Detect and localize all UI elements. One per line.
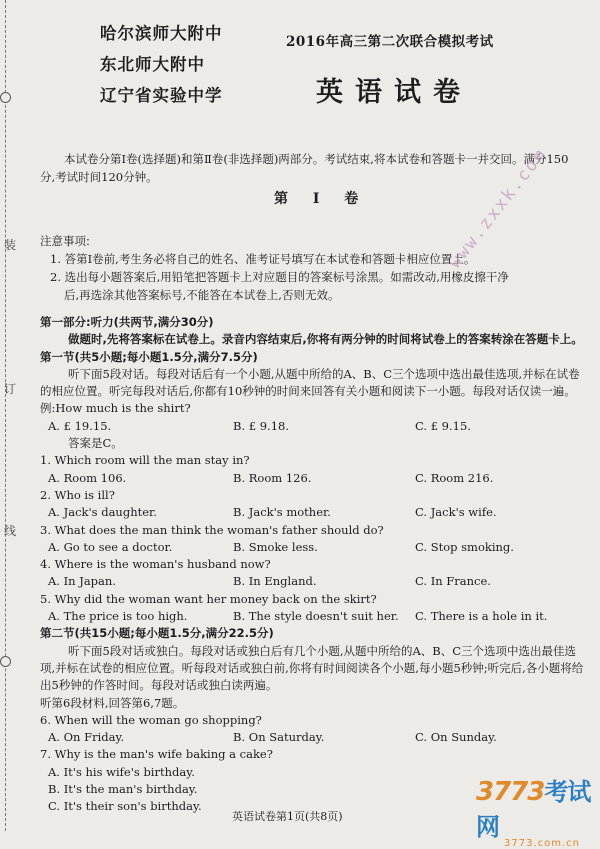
- notice-item: 2. 选出每小题答案后,用铅笔把答题卡上对应题目的答案标号涂黑。如需改动,用橡皮擦干净: [50, 270, 509, 284]
- question-options: [40, 470, 585, 487]
- example-options: [40, 418, 585, 435]
- option-c: C. Room 216.: [415, 470, 494, 485]
- section2-instruction: 听下面5段对话或独白。每段对话或独白后有几个小题,从题中所给的A、B、C三个选项中选出最佳选项,并标在试卷的相应位置。听每段对话或独白前,你将有时间阅读各个小题,每小题5秒钟;听完后,各小题将给出5秒钟的作答时间。每段对话或独白读两遍。: [40, 643, 584, 693]
- option-b: B. On Saturday.: [233, 730, 325, 745]
- exam-body: [40, 314, 585, 816]
- option-c: C. There is a hole in it.: [415, 609, 548, 624]
- section2-title: 第二节(共15小题;每小题1.5分,满分22.5分): [40, 626, 274, 641]
- question: 2. Who is ill?: [40, 487, 115, 502]
- question-options: [40, 539, 585, 556]
- option-b: B. Jack's mother.: [233, 505, 331, 520]
- page-footer: 英语试卷第1页(共8页): [232, 810, 343, 823]
- intro-paragraph: 本试卷分第Ⅰ卷(选择题)和第Ⅱ卷(非选择题)两部分。考试结束,将本试卷和答题卡一并交回。满分150分,考试时间120分钟。: [40, 152, 569, 184]
- exam-title: 2016年高三第二次联合模拟考试: [286, 34, 494, 50]
- site-logo: [476, 772, 600, 849]
- binding-mark-ding: 订: [4, 382, 17, 396]
- option-a: A. Go to see a doctor.: [48, 539, 173, 554]
- binding-mark-xian: 线: [4, 524, 17, 538]
- part1-instruction: 做题时,先将答案标在试卷上。录音内容结束后,你将有两分钟的时间将试卷上的答案转涂在答题卡上。: [68, 332, 583, 347]
- option-a: A. Jack's daughter.: [48, 505, 157, 520]
- watermark: www.zxxk.com: [445, 144, 552, 273]
- question: 3. What does the man think the woman's father should do?: [40, 522, 384, 537]
- logo-url: 3773.com.cn: [504, 838, 580, 849]
- school-name: 哈尔滨师大附中: [100, 24, 223, 43]
- option-a: A. £ 19.15.: [48, 418, 112, 433]
- notice-item-continued: 后,再选涂其他答案标号,不能答在本试卷上,否则无效。: [64, 288, 340, 302]
- option-a: A. On Friday.: [48, 730, 125, 745]
- part1-title: 第一部分:听力(共两节,满分30分): [40, 315, 214, 329]
- notice-item: 1. 答第Ⅰ卷前,考生务必将自己的姓名、准考证号填写在本试卷和答题卡相应位置上。: [50, 252, 476, 266]
- option-c: C. £ 9.15.: [415, 418, 471, 433]
- option-b: B. £ 9.18.: [233, 418, 289, 433]
- option-a: A. Room 106.: [48, 470, 127, 485]
- question-options: [40, 504, 585, 521]
- option-a: A. It's his wife's birthday.: [48, 764, 195, 779]
- logo-brand-cn: 考试网: [476, 778, 591, 841]
- question: 7. Why is the man's wife baking a cake?: [40, 747, 273, 762]
- binding-mark-zhuang: 装: [4, 238, 17, 252]
- logo-brand: [476, 777, 590, 842]
- question: 1. Which room will the man stay in?: [40, 453, 250, 468]
- example-answer: 答案是C。: [68, 436, 123, 451]
- option-b: B. Room 126.: [233, 470, 312, 485]
- subject-title: 英语试卷: [316, 77, 472, 108]
- logo-brand-number: 3773: [476, 777, 545, 807]
- option-a: A. The price is too high.: [48, 609, 188, 624]
- question: 4. Where is the woman's husband now?: [40, 557, 271, 572]
- option-c: C. Stop smoking.: [415, 539, 514, 554]
- binding-hole: [0, 656, 11, 667]
- material-label: 听第6段材料,回答第6,7题。: [40, 695, 185, 710]
- school-name: 辽宁省实验中学: [100, 86, 223, 105]
- section1-instruction: 听下面5段对话。每段对话后有一个小题,从题中所给的A、B、C三个选项中选出最佳选项,并标在试卷的相应位置。听完每段对话后,你都有10秒钟的时间来回答有关小题和阅读下一小题。每段对话仅读一遍。: [40, 366, 580, 399]
- question-options: [40, 729, 585, 746]
- option-b: B. It's the man's birthday.: [48, 782, 198, 797]
- question-options: [40, 608, 585, 625]
- option-b: B. In England.: [233, 574, 317, 589]
- option-c: C. It's their son's birthday.: [48, 799, 202, 814]
- option-c: C. In France.: [415, 574, 491, 589]
- example-question: 例:How much is the shirt?: [40, 401, 191, 416]
- section1-title: 第一节(共5小题;每小题1.5分,满分7.5分): [40, 349, 258, 364]
- option-c: C. On Sunday.: [415, 730, 497, 745]
- section-heading: 第 Ⅰ 卷: [274, 191, 369, 207]
- school-list: [100, 18, 223, 111]
- option-a: A. In Japan.: [48, 574, 116, 589]
- question: 6. When will the woman go shopping?: [40, 712, 262, 727]
- binding-line: [4, 0, 17, 831]
- option-b: B. The style doesn't suit her.: [233, 609, 399, 624]
- binding-hole: [0, 92, 11, 103]
- school-name: 东北师大附中: [100, 55, 205, 74]
- option-c: C. Jack's wife.: [415, 505, 497, 520]
- question: 5. Why did the woman want her money back on the skirt?: [40, 591, 377, 606]
- notice-block: [40, 232, 575, 304]
- notice-heading: 注意事项:: [40, 234, 90, 248]
- option-b: B. Smoke less.: [233, 539, 318, 554]
- question-options: [40, 573, 585, 590]
